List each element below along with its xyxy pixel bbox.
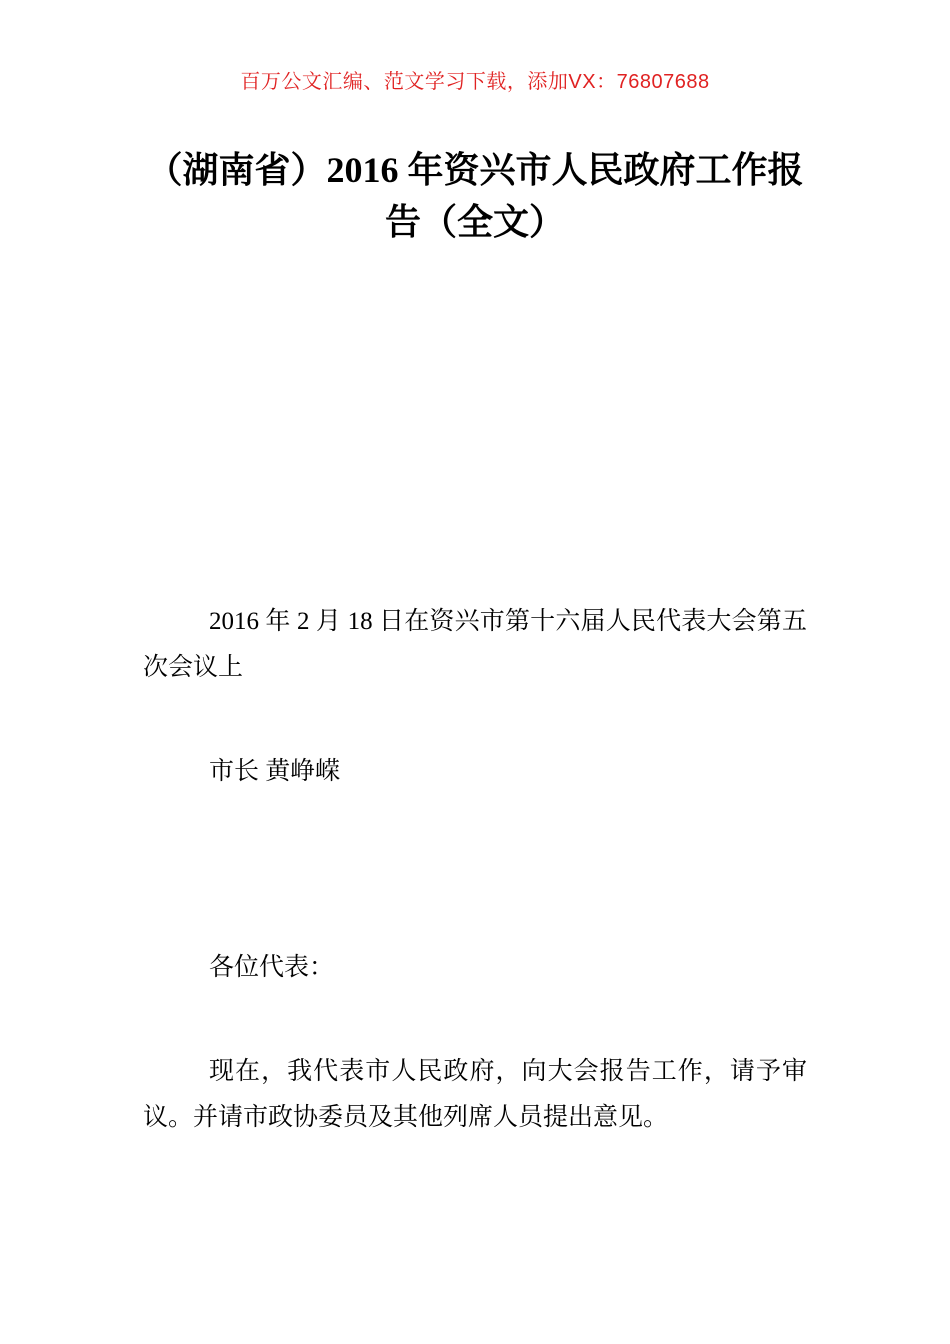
paragraph-mayor-name: 市长 黄峥嵘 <box>209 758 341 785</box>
document-title-line-1: （湖南省）2016 年资兴市人民政府工作报 <box>146 150 804 190</box>
promo-notice-text: 百万公文汇编、范文学习下载，添加VX：76807688 <box>240 71 710 93</box>
document-title <box>100 144 850 248</box>
paragraph-meeting-info: 2016 年 2 月 18 日在资兴市第十六届人民代表大会第五次会议上 <box>143 608 807 681</box>
document-title-line-2: 告（全文） <box>384 202 565 242</box>
paragraph-report-opening: 现在，我代表市人民政府，向大会报告工作，请予审议。并请市政协委员及其他列席人员提出意见。 <box>143 1058 807 1131</box>
paragraph-salutation: 各位代表： <box>209 954 335 981</box>
